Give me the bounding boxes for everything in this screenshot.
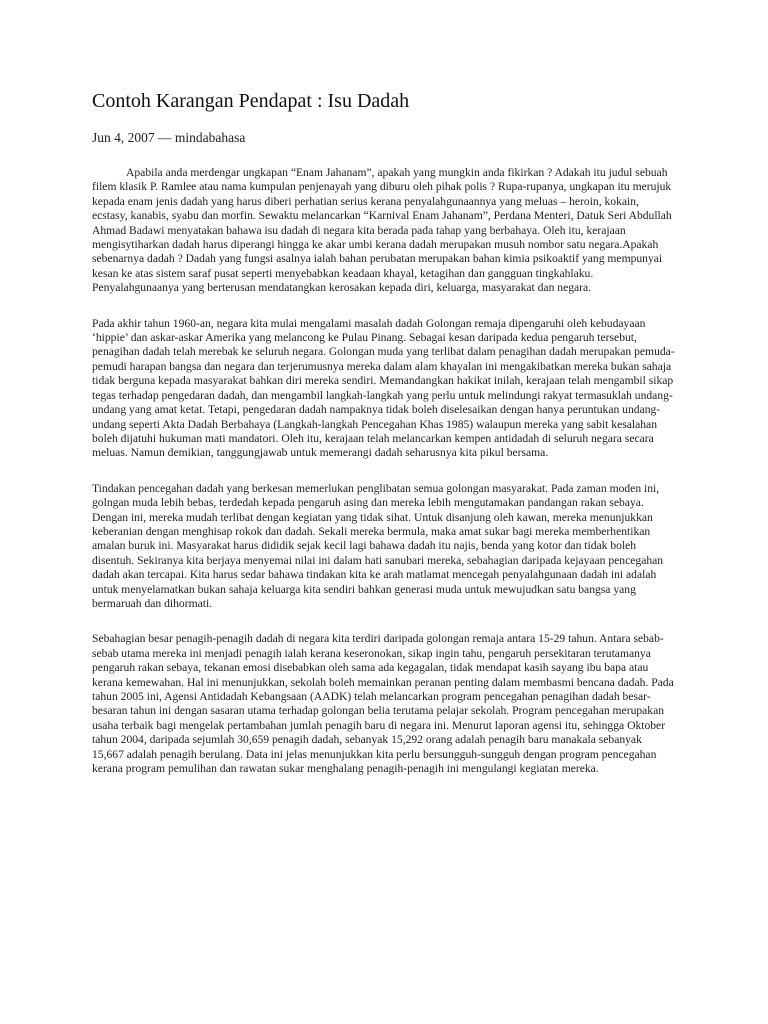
article-author: mindabahasa [174, 130, 246, 145]
paragraph-2: Pada akhir tahun 1960-an, negara kita mulai mengalami masalah dadah Golongan remaja dipengaruhi oleh kebudayaan ‘hippie’ dan askar-askar Amerika yang melancong ke Pulau Pinang. Sebagai kesan daripada kedua pengaruh tersebut, penagihan dadah telah merebak ke seluruh negara. Golongan muda yang terlibat dalam penagihan dadah merupakan pemuda- pemudi harapan bangsa dan negara dan terjerumusnya mereka dalam alam khayalan ini mengakibatkan mereka bukan sahaja tidak berguna kepada masyarakat bahkan diri mereka sendiri. Memandangkan hakikat inilah, kerajaan telah mengambil sikap tegas terhadap pengedaran dadah, dan mengambil langkah-langkah yang perlu untuk melindungi rakyat termasuklah undang-undang yang amat ketat. Tetapi, pengedaran dadah nampaknya tidak boleh diselesaikan dengan hanya peruntukan undang-undang seperti Akta Dadah Berbahaya (Langkah-langkah Pencegahan Khas 1985) walaupun mereka yang sabit kesalahan boleh dijatuhi hukuman mati mandatori. Oleh itu, kerajaan telah melancarkan kempen antidadah di seluruh negara secara meluas. Namun demikian, tanggungjawab untuk memerangi dadah seharusnya kita pikul bersama. [92, 316, 675, 460]
article-title: Contoh Karangan Pendapat : Isu Dadah [92, 90, 410, 112]
meta-separator: — [154, 130, 175, 145]
paragraph-4: Sebahagian besar penagih-penagih dadah di negara kita terdiri daripada golongan remaja antara 15-29 tahun. Antara sebab-sebab utama mereka ini menjadi penagih ialah kerana keseronokan, sikap ingin tahu, pengaruh persekitaran terutamanya pengaruh rakan sebaya, tekanan emosi disebabkan oleh sama ada kegagalan, tidak mendapat kasih sayang ibu bapa atau kerana kemewahan. Hal ini menunjukkan, sekolah boleh memainkan peranan penting dalam membasmi bencana dadah. Pada tahun 2005 ini, Agensi Antidadah Kebangsaan (AADK) telah melancarkan program pencegahan penagihan dadah besar-besaran tahun ini dengan sasaran utama terhadap golongan belia terutama pelajar sekolah. Program pencegahan merupakan usaha terbaik bagi mengelak pertambahan jumlah penagih baru di negara ini. Menurut laporan agensi itu, sehingga Oktober tahun 2004, daripada sejumlah 30,659 penagih dadah, sebanyak 15,292 orang adalah penagih baru manakala sebanyak 15,667 adalah penagih berulang. Data ini jelas menunjukkan kita perlu bersungguh-sungguh dengan program pencegahan kerana program pemulihan dan rawatan sukar menghalang penagih-penagih ini mengulangi kegiatan mereka. [92, 632, 674, 776]
article [92, 88, 676, 797]
paragraph-3: Tindakan pencegahan dadah yang berkesan memerlukan penglibatan semua golongan masyarakat. Pada zaman moden ini, golngan muda lebih bebas, terdedah kepada pengaruh asing dan mereka lebih mengutamakan pandangan rakan sebaya. Dengan ini, mereka mudah terlibat dengan kegiatan yang tidak sihat. Untuk disanjung oleh kawan, mereka menunjukkan keberanian dengan menghisap rokok dan dadah. Sekali mereka bermula, maka amat sukar bagi mereka memberhentikan amalan buruk ini. Masyarakat harus dididik sejak kecil lagi bahawa dadah itu najis, benda yang kotor dan tidak boleh disentuh. Sekiranya kita berjaya menyemai nilai ini dalam hati sanubari mereka, sebahagian daripada kejayaan pencegahan dadah akan tercapai. Kita harus sedar bahawa tindakan kita ke arah matlamat mencegah penyalahgunaan dadah ini adalah untuk menyelamatkan bukan sahaja keluarga kita sendiri bahkan generasi muda untuk mewujudkan satu bangsa yang bermaruah dan dihormati. [92, 481, 664, 610]
article-date: Jun 4, 2007 [92, 130, 155, 145]
paragraph-1: Apabila anda merdengar ungkapan “Enam Jahanam”, apakah yang mungkin anda fikirkan ? Adakah itu judul sebuah filem klasik P. Ramlee atau nama kumpulan penjenayah yang diburu oleh pihak polis ? Rupa-rupanya, ungkapan itu merujuk kepada enam jenis dadah yang harus diberi perhatian serius kerana penyalahgunaannya yang meluas – heroin, kokain, ecstasy, kanabis, syabu dan morfin. Sewaktu melancarkan “Karnival Enam Jahanam”, Perdana Menteri, Datuk Seri Abdullah Ahmad Badawi menyatakan bahawa isu dadah di negara kita berada pada tahap yang berbahaya. Oleh itu, kerajaan mengisytiharkan dadah harus diperangi hingga ke akar umbi kerana dadah merupakan musuh nombor satu negara.Apakah sebenarnya dadah ? Dadah yang fungsi asalnya ialah bahan perubatan merupakan bahan kimia psikoaktif yang mempunyai kesan ke atas sistem saraf pusat seperti menyebabkan keadaan khayal, ketagihan dan gangguan tingkahlaku. Penyalahgunaanya yang berterusan mendatangkan kerosakan kepada diri, keluarga, masyarakat dan negara. [92, 166, 672, 295]
article-body [92, 166, 676, 776]
article-meta [92, 129, 676, 147]
